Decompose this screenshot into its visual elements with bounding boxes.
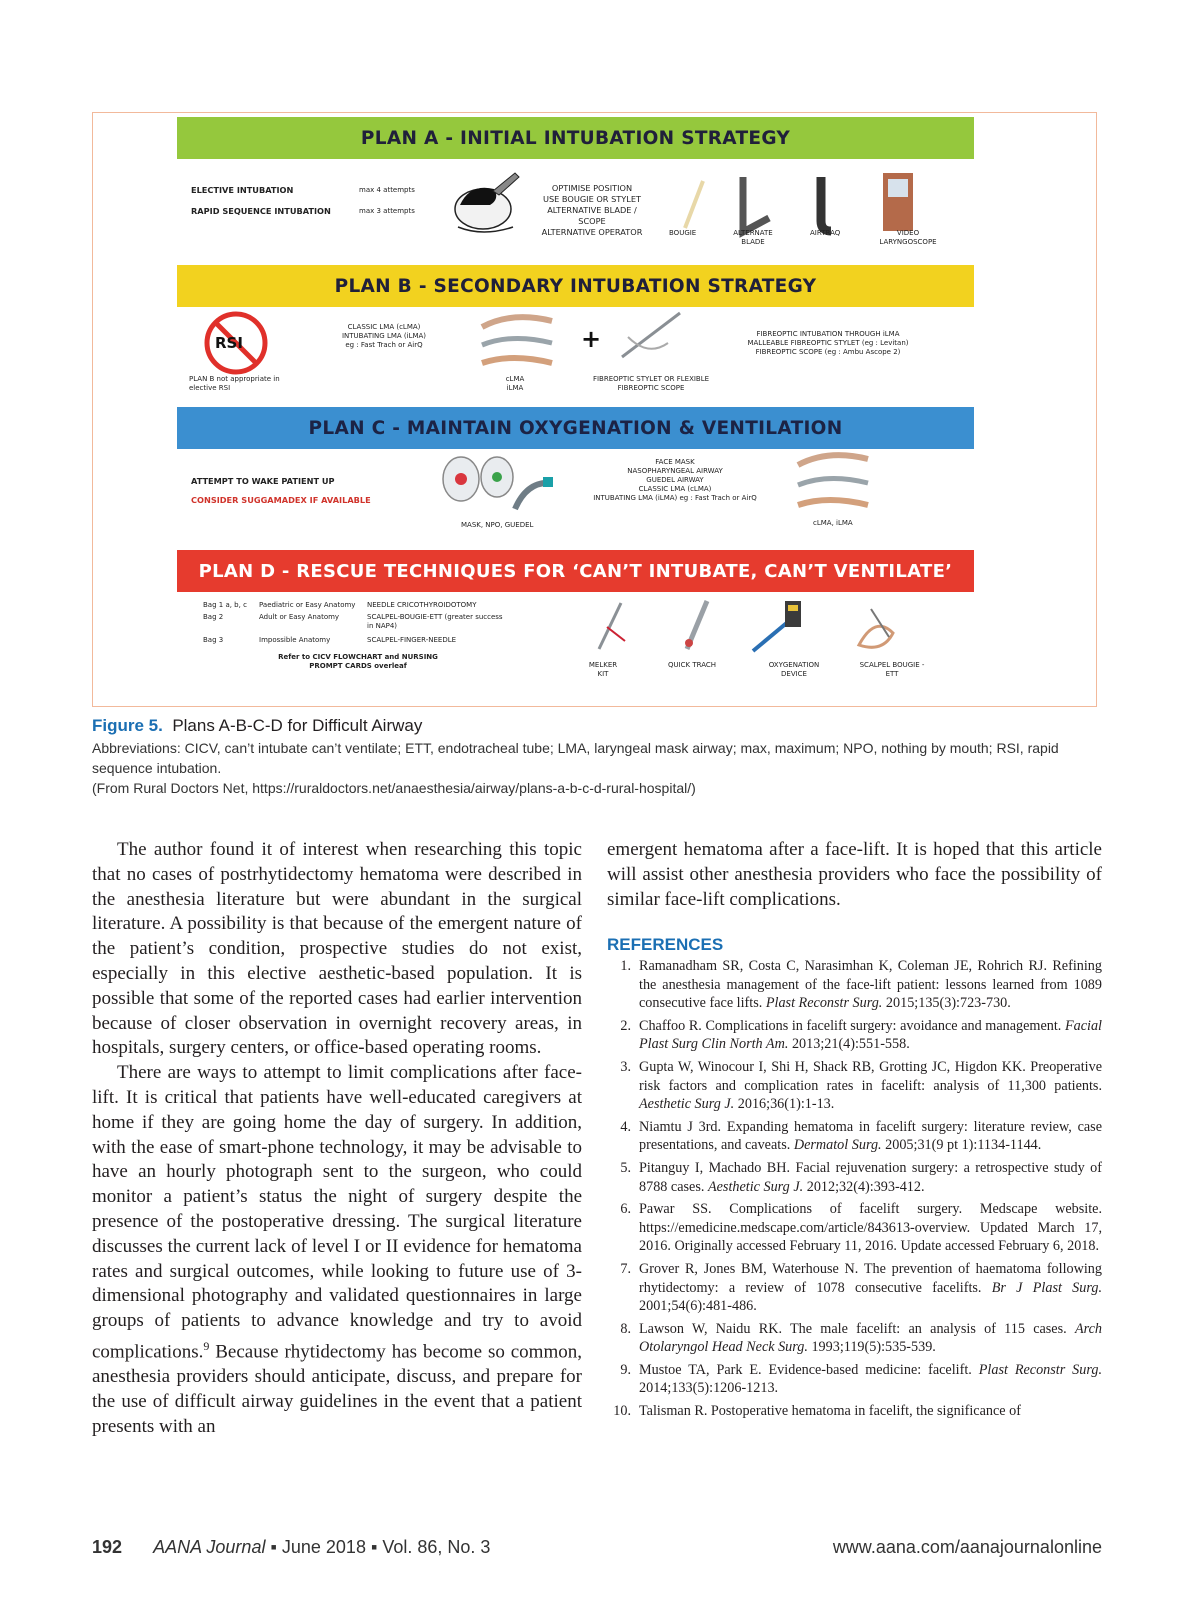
patient-head-illustration xyxy=(438,161,528,241)
reference-number: 5. xyxy=(620,1159,631,1176)
bag-row-1-technique: NEEDLE CRICOTHYROIDOTOMY xyxy=(367,601,477,609)
reference-journal: Aesthetic Surg J. xyxy=(639,1096,735,1113)
kit-label: MELKER KIT xyxy=(588,661,618,678)
left-column xyxy=(92,838,582,1439)
body-paragraph xyxy=(92,1061,582,1439)
figure-5-plans-diagram xyxy=(92,112,1097,707)
plan-c-banner xyxy=(177,407,974,449)
airway-line: GUEDEL AIRWAY xyxy=(646,476,704,484)
reference-journal: Plast Reconstr Surg. xyxy=(978,1361,1103,1378)
mask-caption: MASK, NPO, GUEDEL xyxy=(461,521,534,529)
reference-number: 9. xyxy=(620,1361,631,1378)
reference-text: Niamtu J 3rd. Expanding hematoma in facelift surgery: literature review, case presentations, and caveats. xyxy=(639,1118,1102,1154)
plan-b-title: PLAN B - SECONDARY INTUBATION STRATEGY xyxy=(334,275,817,297)
lma-line: CLASSIC LMA (cLMA) xyxy=(347,323,421,331)
fibreoptic-list xyxy=(733,330,923,357)
reference-item xyxy=(607,1058,1102,1114)
references-heading: REFERENCES xyxy=(607,935,724,954)
plan-a-title: PLAN A - INITIAL INTUBATION STRATEGY xyxy=(360,127,791,149)
reference-citation: 2001;54(6):481-486. xyxy=(639,1298,757,1315)
alternate-blade-icon xyxy=(743,177,769,232)
bag-row-2-bag: Bag 2 xyxy=(203,613,224,621)
reference-citation: 1993;119(5):535-539. xyxy=(807,1339,936,1356)
stylet-caption: FIBREOPTIC STYLET OR FLEXIBLE FIBREOPTIC SCOPE xyxy=(592,375,710,392)
reference-number: 6. xyxy=(620,1201,631,1218)
fibreoptic-stylet-illustration xyxy=(618,307,688,367)
right-column xyxy=(607,838,1102,912)
paragraph-text: Because rhytidectomy has become so common, anesthesia providers should anticipate, discuss, and prepare for the use of difficult airway guidelines in the event that a patient presents with an xyxy=(92,1341,582,1437)
sugammadex-label: CONSIDER SUGGAMADEX IF AVAILABLE xyxy=(191,495,371,505)
bag-row-3-technique: SCALPEL-FINGER-NEEDLE xyxy=(367,636,457,644)
kit-label: OXYGENATION DEVICE xyxy=(768,661,820,678)
bag-row-2-technique: SCALPEL-BOUGIE-ETT (greater success in NAP4) xyxy=(367,613,503,630)
caption-source: (From Rural Doctors Net, https://ruraldoctors.net/anaesthesia/airway/plans-a-b-c-d-rural-hospital/) xyxy=(92,780,696,796)
reference-citation: 2012;32(4):393-412. xyxy=(803,1178,925,1195)
paragraph-text: There are ways to attempt to limit complications after face-lift. It is critical that patients have well-educated caregivers at home if they are going home the day of surgery. In addition, with the ease of smart-phone technology, it may be advisable to have an hourly photograph sent to the surgeon, who could monitor a patient’s status the night of surgery despite the presence of the postoperative dressing. The surgical literature discusses the current lack of level I or II evidence for hematoma rates and surgical outcomes, while looking to future use of 3-dimensional photography and validated questionnaires in large groups of patients to advance knowledge and try to avoid complications. xyxy=(92,1062,582,1363)
clma-ilma-illustration xyxy=(793,447,873,513)
device-label: VIDEO LARYNGOSCOPE xyxy=(879,229,937,246)
reference-citation: 2005;31(9 pt 1):1134-1144. xyxy=(881,1137,1042,1154)
reference-item xyxy=(607,1200,1102,1256)
plan-a-options xyxy=(533,183,651,238)
citation-superscript: 9 xyxy=(203,1338,210,1353)
rsi-max-label: max 3 attempts xyxy=(359,207,415,215)
wake-patient-label: ATTEMPT TO WAKE PATIENT UP xyxy=(191,476,335,486)
airway-line: NASOPHARYNGEAL AIRWAY xyxy=(627,467,723,475)
reference-text: Mustoe TA, Park E. Evidence-based medicine: facelift. xyxy=(639,1361,979,1378)
reference-item xyxy=(607,1159,1102,1196)
reference-number: 7. xyxy=(620,1260,631,1277)
reference-number: 10. xyxy=(613,1403,631,1420)
reference-citation: 2016;36(1):1-13. xyxy=(734,1096,835,1113)
rescue-kit-illustrations xyxy=(589,597,949,657)
reference-citation: 2014;133(5):1206-1213. xyxy=(639,1380,779,1397)
oxygenation-device-icon xyxy=(753,621,789,651)
airway-line: CLASSIC LMA (cLMA) xyxy=(638,485,712,493)
device-label: AIRTRAQ xyxy=(810,229,841,237)
reference-journal: Aesthetic Surg J. xyxy=(707,1178,804,1195)
plan-b-not-appropriate: PLAN B not appropriate in elective RSI xyxy=(189,375,280,392)
bag-row-3-anatomy: Impossible Anatomy xyxy=(259,636,331,644)
melker-kit-icon xyxy=(599,603,621,649)
kit-label: QUICK TRACH xyxy=(667,661,717,669)
reference-journal: Arch Otolaryngol Head Neck Surg. xyxy=(639,1320,1102,1356)
elective-max-label: max 4 attempts xyxy=(359,186,415,194)
plan-d-title: PLAN D - RESCUE TECHNIQUES FOR ‘CAN’T INTUBATE, CAN’T VENTILATE’ xyxy=(198,560,953,582)
reference-number: 4. xyxy=(620,1118,631,1135)
reference-item xyxy=(607,1361,1102,1398)
lma-devices-illustration xyxy=(477,307,557,373)
reference-number: 1. xyxy=(620,958,631,974)
reference-citation: 2015;135(3):723-730. xyxy=(882,995,1011,1012)
page-footer xyxy=(92,1537,490,1558)
plan-b-banner xyxy=(177,265,974,307)
reference-journal: Plast Reconstr Surg. xyxy=(765,995,883,1012)
reference-text: Gupta W, Winocour I, Shi H, Shack RB, Grotting JC, Higdon KK. Preoperative risk factors and complication rates in facelift: analysis of 11,300 patients. xyxy=(639,1058,1102,1094)
bag-row-2-anatomy: Adult or Easy Anatomy xyxy=(259,613,340,621)
option-item: ALTERNATIVE BLADE / SCOPE xyxy=(547,205,637,226)
plan-d-banner xyxy=(177,550,974,592)
plan-c-title: PLAN C - MAINTAIN OXYGENATION & VENTILATION xyxy=(308,417,843,439)
lma-line: INTUBATING LMA (iLMA) xyxy=(341,332,427,340)
lma-line: eg : Fast Trach or AirQ xyxy=(345,341,423,349)
reference-text: Grover R, Jones BM, Waterhouse N. The prevention of haematoma following rhytidectomy: a review of 1078 consecutive facelifts. xyxy=(639,1260,1102,1296)
reference-item xyxy=(607,1320,1102,1357)
reference-text: Pitanguy I, Machado BH. Facial rejuvenation surgery: a retrospective study of 8788 cases. xyxy=(639,1159,1102,1195)
option-item: ALTERNATIVE OPERATOR xyxy=(541,227,643,237)
reference-journal: Facial Plast Surg Clin North Am. xyxy=(639,1017,1102,1053)
reference-number: 2. xyxy=(620,1017,631,1034)
fibreoptic-line: FIBREOPTIC INTUBATION THROUGH iLMA xyxy=(756,330,900,338)
clma-ilma-caption: cLMA, iLMA xyxy=(813,519,853,527)
issue-date: June 2018 xyxy=(281,1537,366,1557)
body-paragraph: emergent hematoma after a face-lift. It is hoped that this article will assist other anesthesia providers who face the possibility of similar face-lift complications. xyxy=(607,839,1102,910)
cicv-refer-note: Refer to CICV FLOWCHART and NURSING PROMPT CARDS overleaf xyxy=(278,653,438,670)
rsi-label: RAPID SEQUENCE INTUBATION xyxy=(191,206,331,216)
plan-b-lma-list xyxy=(329,323,439,350)
reference-number: 3. xyxy=(620,1058,631,1075)
fibreoptic-line: MALLEABLE FIBREOPTIC STYLET (eg : Levitan) xyxy=(747,339,909,347)
reference-text: Lawson W, Naidu RK. The male facelift: an analysis of 115 cases. xyxy=(639,1320,1075,1337)
figure-caption xyxy=(92,716,1102,798)
reference-text: Talisman R. Postoperative hematoma in facelift, the significance of xyxy=(639,1403,1021,1420)
figure-title: Plans A-B-C-D for Difficult Airway xyxy=(172,716,423,735)
references-list xyxy=(607,957,1102,1425)
fibreoptic-line: FIBREOPTIC SCOPE (eg : Ambu Ascope 2) xyxy=(755,348,901,356)
lma-caption: cLMA iLMA xyxy=(505,375,525,392)
reference-number: 8. xyxy=(620,1320,631,1337)
plan-a-banner xyxy=(177,117,974,159)
reference-citation: 2013;21(4):551-558. xyxy=(788,1036,910,1053)
option-item: USE BOUGIE OR STYLET xyxy=(542,194,642,204)
reference-item xyxy=(607,1260,1102,1316)
plan-c-airway-list xyxy=(571,458,779,503)
bag-row-1-bag: Bag 1 a, b, c xyxy=(203,601,247,609)
bag-row-1-anatomy: Paediatric or Easy Anatomy xyxy=(259,601,356,609)
reference-item xyxy=(607,1402,1102,1421)
bougie-icon xyxy=(685,181,703,228)
reference-journal: Dermatol Surg. xyxy=(793,1137,882,1154)
reference-text: Chaffoo R. Complications in facelift surgery: avoidance and management. xyxy=(639,1017,1065,1034)
airway-line: INTUBATING LMA (iLMA) eg : Fast Trach or AirQ xyxy=(593,494,757,502)
reference-journal: Br J Plast Surg. xyxy=(991,1279,1102,1296)
separator: ▪ xyxy=(270,1537,277,1557)
reference-item xyxy=(607,1017,1102,1054)
journal-url: www.aana.com/aanajournalonline xyxy=(832,1537,1102,1557)
separator: ▪ xyxy=(370,1537,378,1557)
caption-title-line xyxy=(92,716,1102,736)
device-label: BOUGIE xyxy=(669,229,697,237)
bag-row-3-bag: Bag 3 xyxy=(203,636,224,644)
plus-sign: + xyxy=(581,325,602,353)
mask-npo-guedel-illustration xyxy=(439,449,557,517)
reference-text: Pawar SS. Complications of facelift surgery. Medscape website. https://emedicine.medscape.com/article/843613-overview. Updated March 17, 2016. Originally accessed February 11, 2016. Update accessed February 6, 2018. xyxy=(639,1201,1102,1255)
device-label: ALTERNATE BLADE xyxy=(733,229,773,246)
figure-label: Figure 5. xyxy=(92,716,163,735)
page-number: 192 xyxy=(92,1537,123,1557)
airtraq-icon xyxy=(821,177,831,231)
reference-text: Ramanadham SR, Costa C, Narasimhan K, Coleman JE, Rohrich RJ. Refining the anesthesia management of the face-lift patient: lessons learned from 1089 consecutive face lifts. xyxy=(639,958,1102,1012)
caption-abbreviations: Abbreviations: CICV, can’t intubate can’t ventilate; ETT, endotracheal tube; LMA, laryngeal mask airway; max, maximum; NPO, nothing by mouth; RSI, rapid sequence intubation. xyxy=(92,740,1059,776)
no-rsi-badge: RSI xyxy=(215,334,243,352)
volume: Vol. 86, No. 3 xyxy=(382,1537,491,1557)
journal-name: AANA Journal xyxy=(153,1537,266,1557)
body-paragraph: The author found it of interest when researching this topic that no cases of postrhytidectomy hematoma were described in the anesthesia literature but were abundant in the surgical literature. A possibility is that because of the emergent nature of the patient’s condition, prospective studies do not exist, especially in this elective aesthetic-based population. It is possible that some of the reported cases had earlier intervention because of closer observation in overnight recovery areas, in hospitals, surgery centers, or office-based operating rooms. xyxy=(92,839,582,1059)
reference-item xyxy=(607,1118,1102,1155)
option-item: OPTIMISE POSITION xyxy=(551,183,633,193)
airway-line: FACE MASK xyxy=(655,458,695,466)
reference-item xyxy=(607,957,1102,1013)
kit-label: SCALPEL BOUGIE - ETT xyxy=(859,661,925,678)
elective-intubation-label: ELECTIVE INTUBATION xyxy=(191,185,294,195)
